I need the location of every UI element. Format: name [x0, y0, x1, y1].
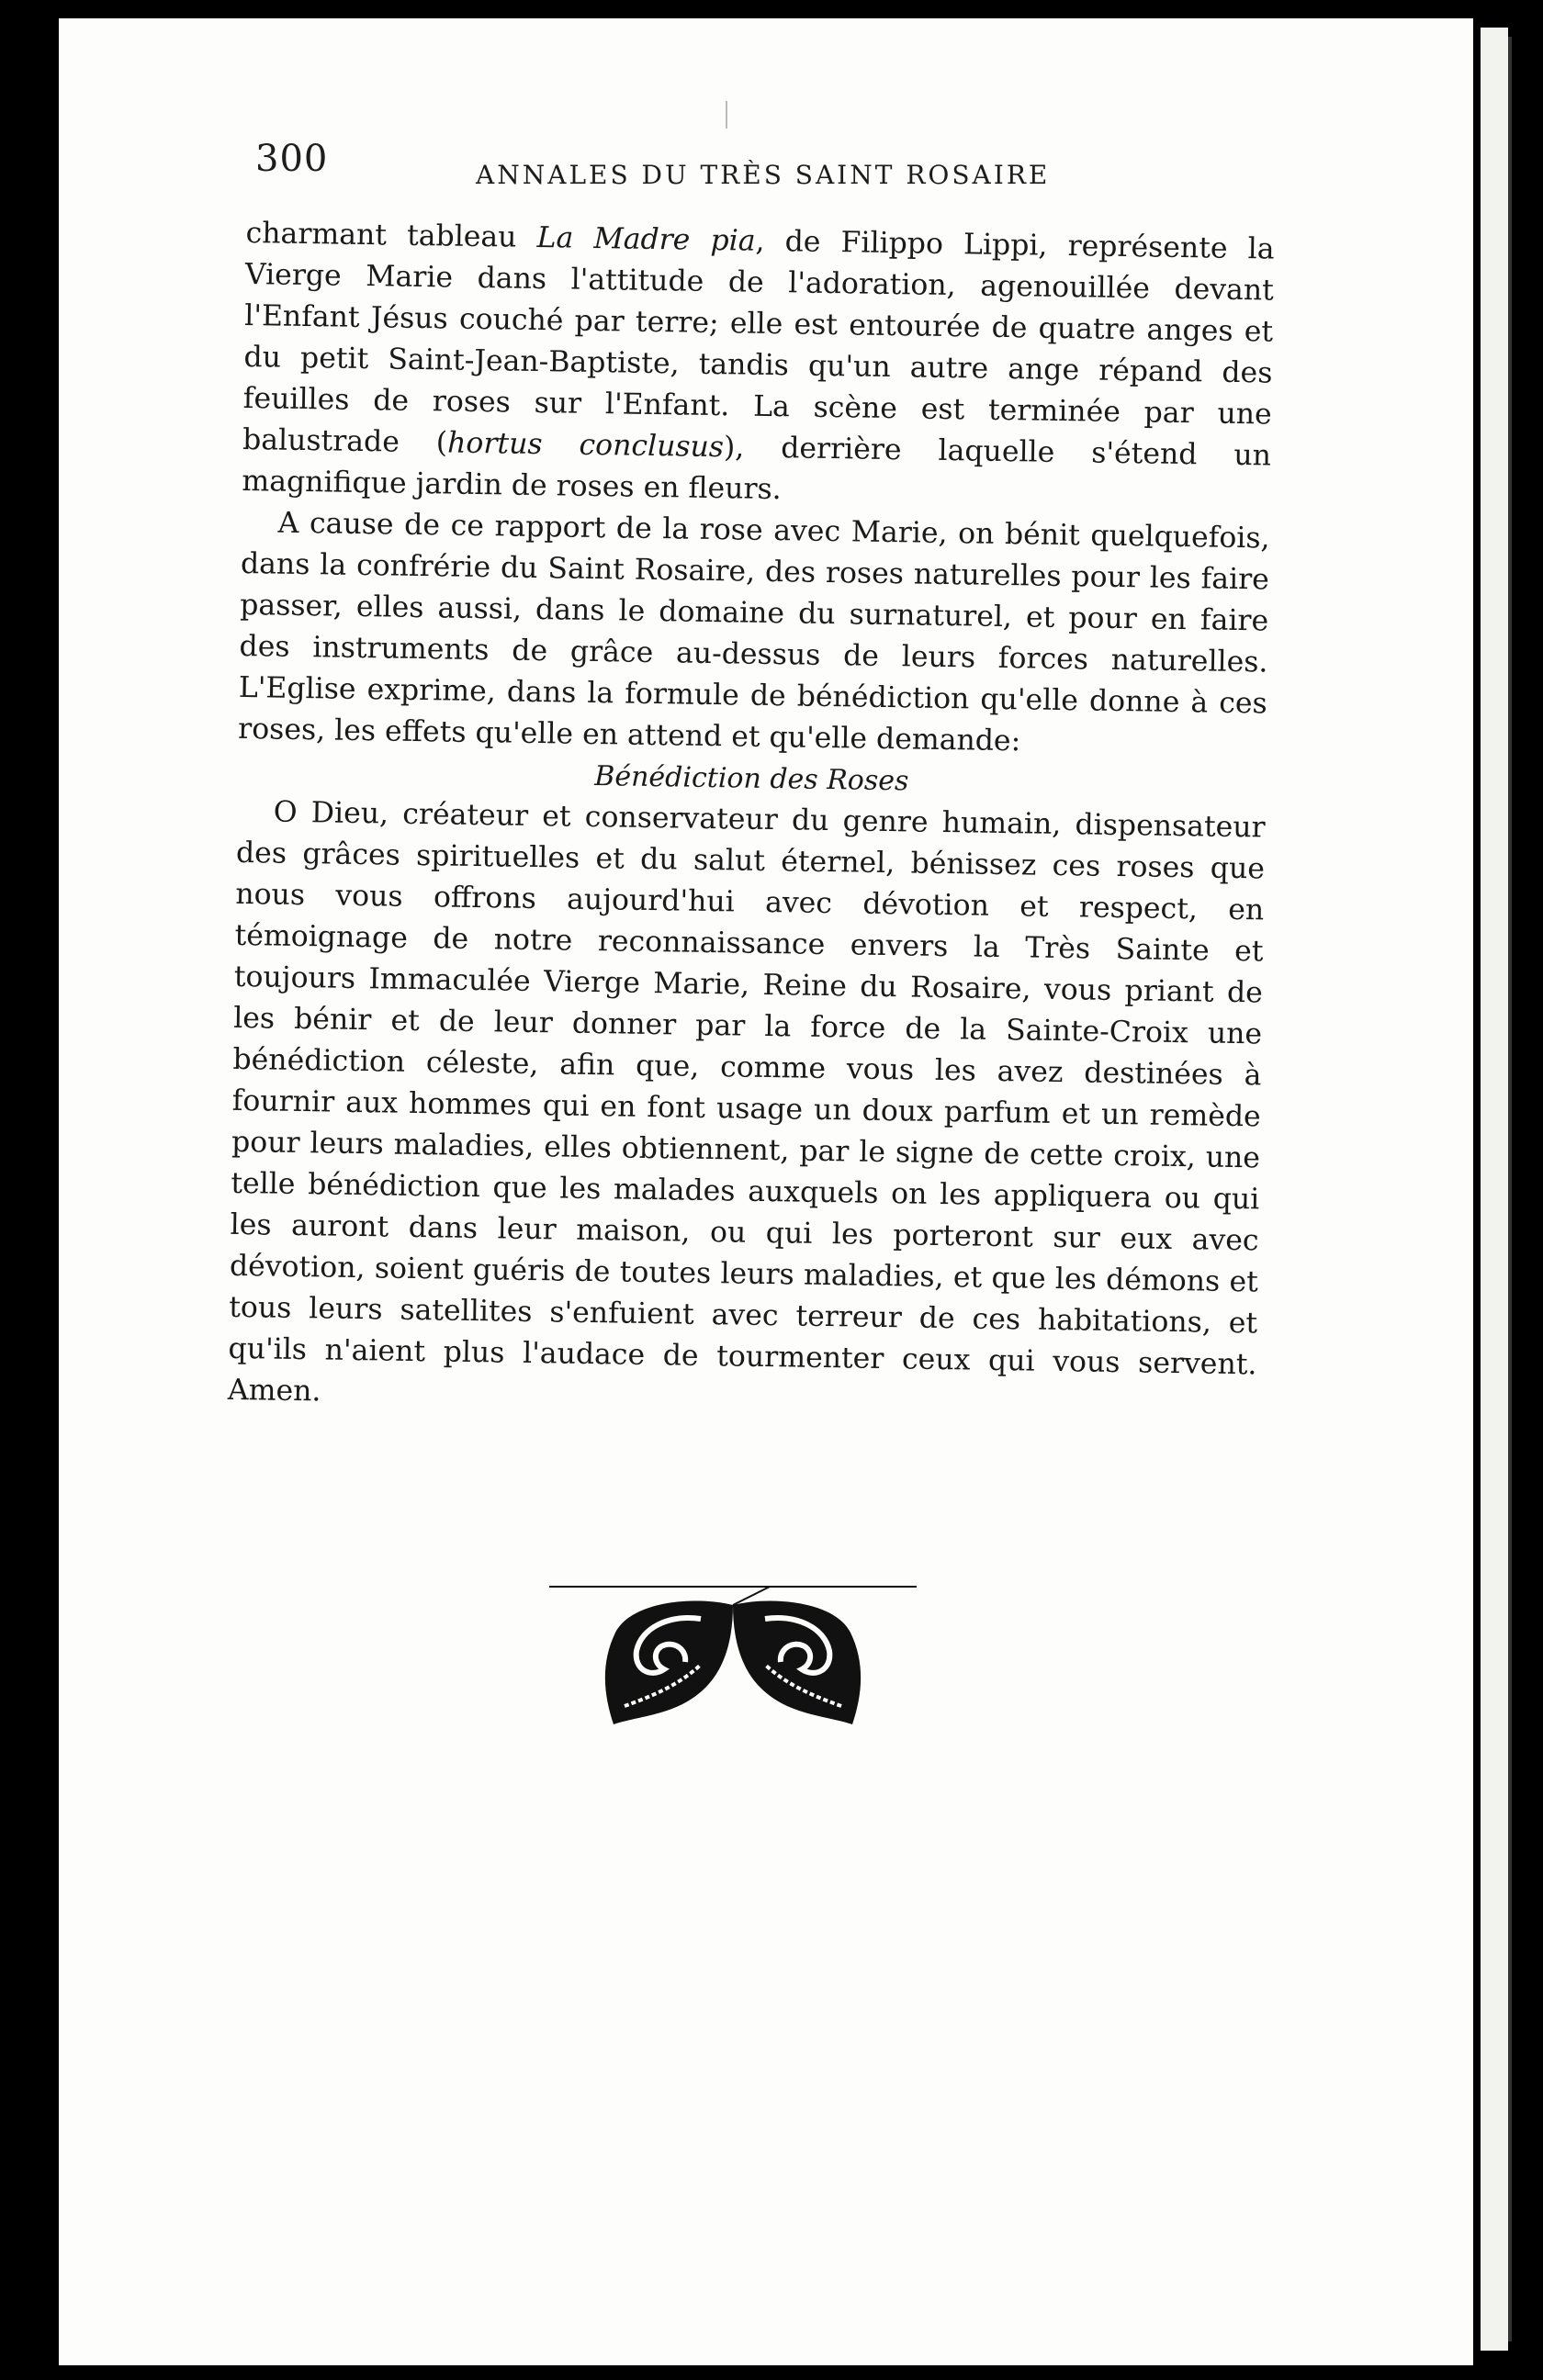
adjacent-page-border	[1508, 37, 1512, 2341]
scan-mark	[726, 101, 727, 129]
page-body	[228, 213, 1275, 1427]
adjacent-page-edge	[1481, 28, 1508, 2351]
double-leaf-ornament-icon	[549, 1577, 917, 1734]
paragraph-1	[242, 213, 1275, 519]
page-number: 300	[255, 138, 329, 180]
para1-italic-title: La Madre pia	[536, 220, 756, 258]
section-subtitle: Bénédiction des Roses	[594, 760, 909, 798]
para1-text-b: , de Filippo Lippi, représente la Vierge Marie dans l'attitude de l'adoration, agenouillée devant l'Enfant Jésus couché par terre; elle est entourée de quatre anges et du petit Saint-Jean-Baptiste, tandis qu'un autre ange répand des feuilles de roses sur l'Enfant. La scène est terminée par une balustrade (	[242, 224, 1275, 460]
paragraph-2: A cause de ce rapport de la rose avec Marie, on bénit quelquefois, dans la confrérie du Saint Rosaire, des roses naturelles pour les faire passer, elles aussi, dans le domaine du surnaturel, et pour en faire des instruments de grâce au-dessus de leurs forces naturelles. L'Eglise exprime, dans la formule de bénédiction qu'elle donne à ces roses, les effets qu'elle en attend et qu'elle demande:	[237, 506, 1270, 758]
para1-text-a: charmant tableau	[245, 216, 537, 254]
running-head: ANNALES DU TRÈS SAINT ROSAIRE	[476, 160, 1051, 190]
para1-text-c: ), derrière laquelle s'étend un magnifique jardin de roses en fleurs.	[242, 431, 1272, 507]
para1-italic-latin: hortus conclusus	[446, 426, 725, 465]
paragraph-3-prayer: O Dieu, créateur et conservateur du genre humain, dispensateur des grâces spirituelles et du salut éternel, bénissez ces roses que nous vous offrons aujourd'hui avec dévotion et respect, en témoignage de notre reconnaissance envers la Très Sainte et toujours Immaculée Vierge Marie, Reine du Rosaire, vous priant de les bénir et de leur donner par la force de la Sainte-Croix une bénédiction céleste, afin que, comme vous les avez destinées à fournir aux hommes qui en font usage un doux parfum et un remède pour leurs maladies, elles obtiennent, par le signe de cette croix, une telle bénédiction que les malades auxquels on les appliquera ou qui les auront dans leur maison, ou qui les porteront sur eux avec dévotion, soient guéris de toutes leurs maladies, et que les démons et tous leurs satellites s'enfuient avec terreur de ces habitations, et qu'ils n'aient plus l'audace de tourmenter ceux qui vous servent. Amen.	[227, 795, 1266, 1409]
page-header	[255, 138, 1275, 193]
